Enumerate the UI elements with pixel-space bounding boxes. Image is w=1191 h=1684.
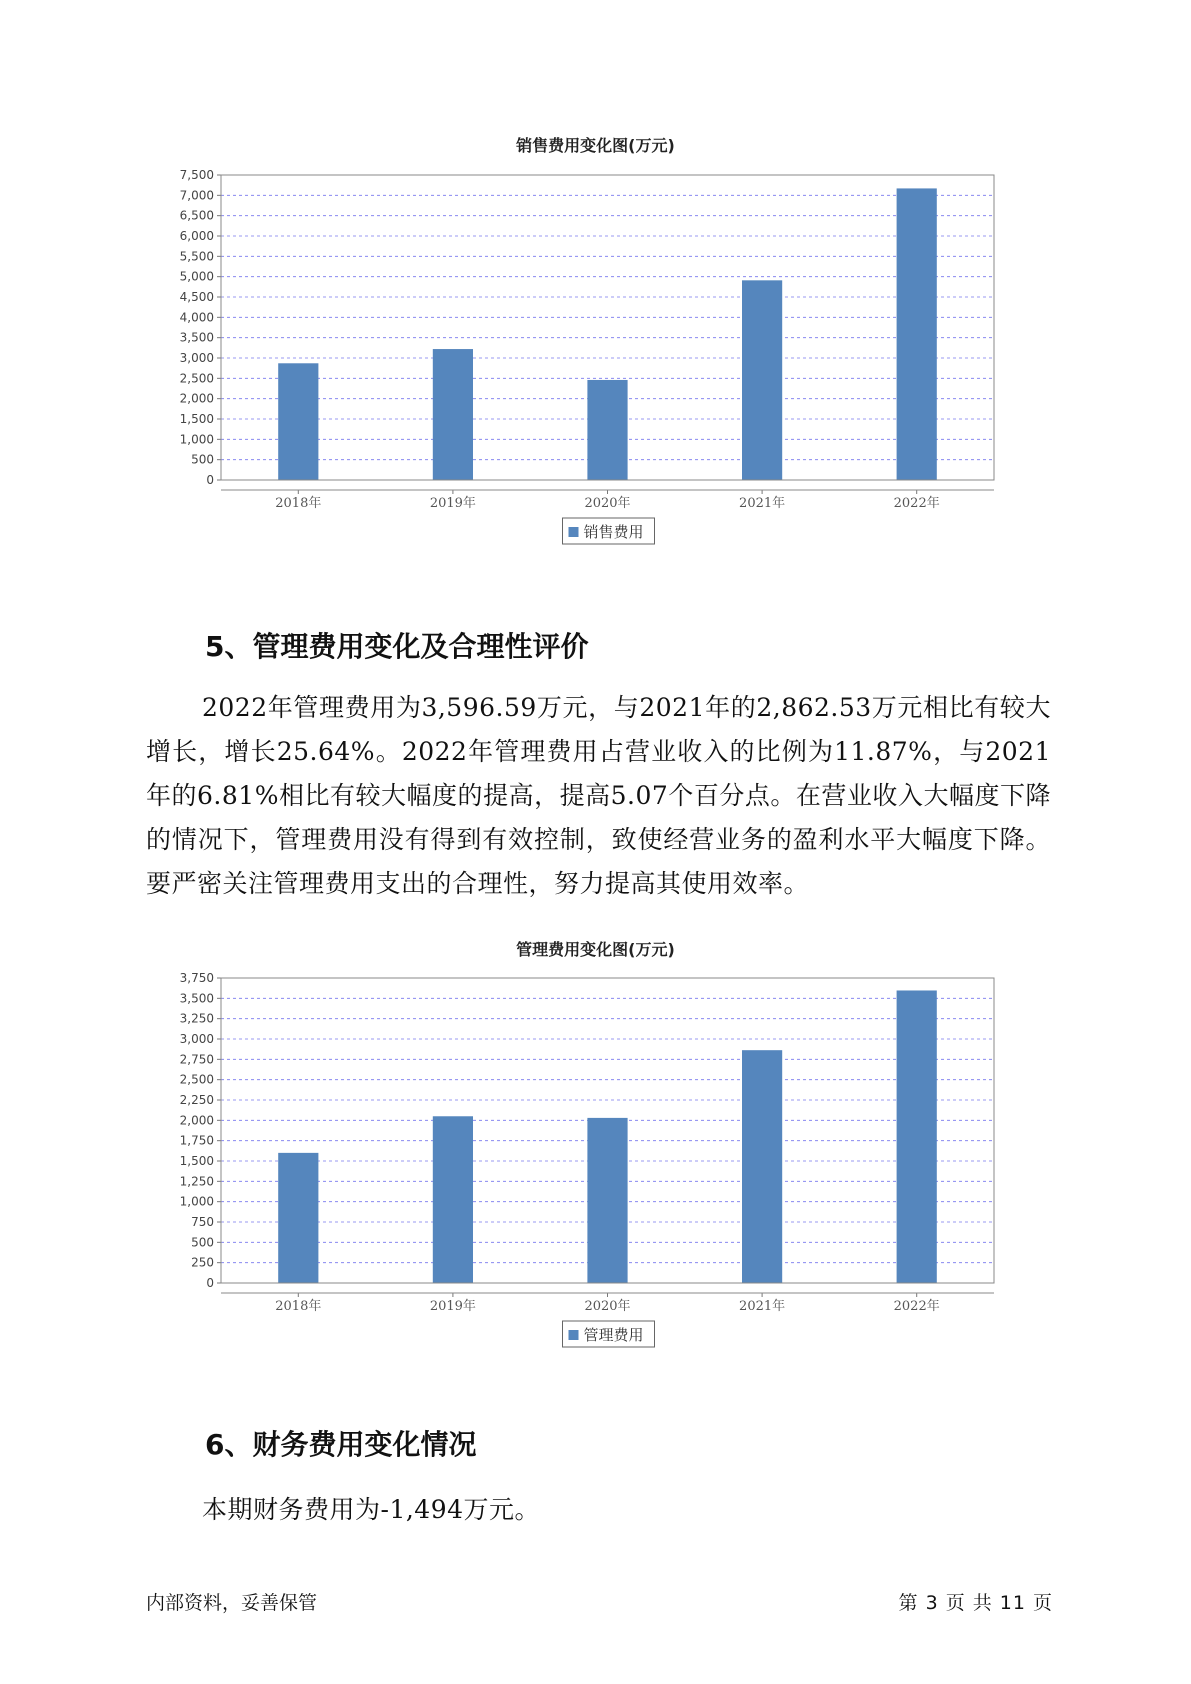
bar xyxy=(897,188,937,480)
y-tick-label: 2,000 xyxy=(179,391,214,406)
x-tick-label: 2018年 xyxy=(275,496,322,511)
legend-label: 销售费用 xyxy=(583,523,644,541)
x-tick-label: 2019年 xyxy=(429,1299,476,1314)
y-tick-label: 7,000 xyxy=(179,188,214,203)
y-tick-label: 2,500 xyxy=(179,1072,214,1087)
bar xyxy=(278,363,318,480)
bar xyxy=(742,280,782,480)
bar xyxy=(433,349,473,480)
legend-swatch xyxy=(569,1330,579,1340)
x-tick-label: 2018年 xyxy=(275,1299,322,1314)
bar xyxy=(587,1118,627,1283)
y-tick-label: 3,000 xyxy=(179,1032,214,1046)
x-tick-label: 2021年 xyxy=(739,1299,786,1314)
legend-swatch xyxy=(569,527,579,537)
y-tick-label: 500 xyxy=(191,452,214,467)
chart-title-admin-expense: 管理费用变化图(万元) xyxy=(516,940,675,959)
y-tick-label: 4,500 xyxy=(179,290,214,304)
y-tick-label: 1,500 xyxy=(179,1154,214,1168)
y-tick-label: 3,500 xyxy=(179,330,214,345)
y-tick-label: 750 xyxy=(191,1215,214,1229)
bar xyxy=(897,990,937,1283)
footer-confidential-note: 内部资料，妥善保管 xyxy=(146,1592,318,1614)
legend-label: 管理费用 xyxy=(583,1326,644,1344)
bar xyxy=(278,1153,318,1283)
y-tick-label: 1,750 xyxy=(179,1133,214,1148)
section-5-paragraph xyxy=(146,686,1051,906)
y-tick-label: 3,500 xyxy=(179,991,214,1006)
y-tick-label: 7,500 xyxy=(179,168,214,182)
y-tick-label: 6,000 xyxy=(179,229,214,243)
y-tick-label: 1,250 xyxy=(179,1174,214,1189)
selling-expense-chart xyxy=(150,165,1040,600)
section-6-heading: 6、财务费用变化情况 xyxy=(205,1428,477,1461)
y-tick-label: 1,000 xyxy=(179,432,214,447)
footer-page-number: 第 3 页 共 11 页 xyxy=(898,1592,1053,1614)
x-tick-label: 2022年 xyxy=(893,1299,940,1314)
y-tick-label: 3,750 xyxy=(179,971,214,985)
section-5-text: 2022年管理费用为3,596.59万元，与2021年的2,862.53万元相比有较大增长，增长25.64%。2022年管理费用占营业收入的比例为11.87%，与2021年的6.81%相比有较大幅度的提高，提高5.07个百分点。在营业收入大幅度下降的情况下，管理费用没有得到有效控制，致使经营业务的盈利水平大幅度下降。要严密关注管理费用支出的合理性，努力提高其使用效率。 xyxy=(146,693,1051,898)
x-tick-label: 2020年 xyxy=(584,1299,631,1314)
y-tick-label: 1,000 xyxy=(179,1194,214,1209)
section-5-heading: 5、管理费用变化及合理性评价 xyxy=(205,630,589,663)
y-tick-label: 5,000 xyxy=(179,269,214,284)
bar xyxy=(742,1050,782,1283)
x-tick-label: 2019年 xyxy=(429,496,476,511)
admin-expense-chart xyxy=(150,968,1040,1403)
y-tick-label: 5,500 xyxy=(179,249,214,264)
y-tick-label: 4,000 xyxy=(179,310,214,325)
x-tick-label: 2021年 xyxy=(739,496,786,511)
y-tick-label: 3,250 xyxy=(179,1011,214,1026)
y-tick-label: 3,000 xyxy=(179,351,214,365)
y-tick-label: 250 xyxy=(191,1255,214,1270)
y-tick-label: 2,500 xyxy=(179,371,214,386)
y-tick-label: 0 xyxy=(206,473,214,487)
y-tick-label: 2,250 xyxy=(179,1093,214,1107)
y-tick-label: 0 xyxy=(206,1276,214,1290)
section-6-paragraph xyxy=(146,1488,1051,1532)
y-tick-label: 2,750 xyxy=(179,1052,214,1067)
bar xyxy=(433,1116,473,1283)
section-6-text: 本期财务费用为-1,494万元。 xyxy=(202,1495,541,1524)
y-tick-label: 2,000 xyxy=(179,1113,214,1128)
bar xyxy=(587,380,627,480)
y-tick-label: 500 xyxy=(191,1235,214,1250)
y-tick-label: 6,500 xyxy=(179,208,214,223)
x-tick-label: 2020年 xyxy=(584,496,631,511)
chart-title-selling-expense: 销售费用变化图(万元) xyxy=(516,136,675,155)
x-tick-label: 2022年 xyxy=(893,496,940,511)
y-tick-label: 1,500 xyxy=(179,412,214,426)
